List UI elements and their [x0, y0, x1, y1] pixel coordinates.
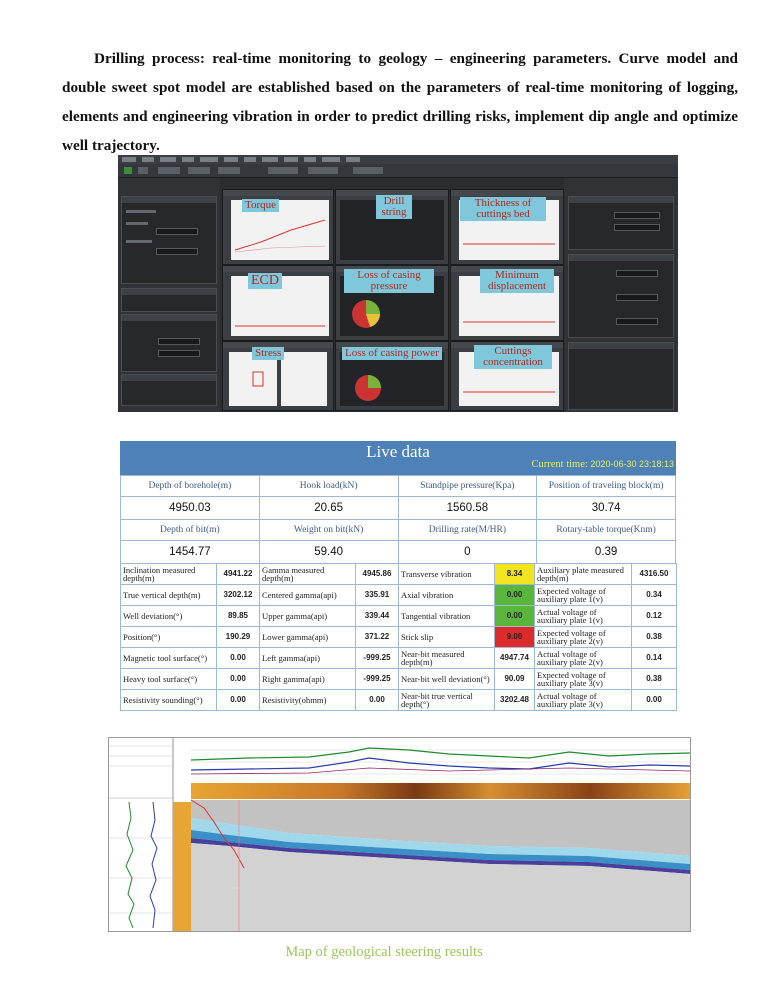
- menu-bar: [118, 155, 678, 164]
- summary-label: Standpipe pressure(Kpa): [398, 476, 537, 497]
- detail-label: Expected voltage of auxiliary plate 2(v): [535, 627, 632, 648]
- detail-label: Lower gamma(api): [260, 627, 356, 648]
- detail-label: Actual voltage of auxiliary plate 2(v): [535, 648, 632, 669]
- detail-label: Resistivity(ohmm): [260, 690, 356, 711]
- detail-label: Actual voltage of auxiliary plate 3(v): [535, 690, 632, 711]
- current-time-label: Current time:: [531, 459, 588, 470]
- geological-steering-map: [108, 737, 691, 932]
- detail-value: 0.38: [632, 627, 677, 648]
- detail-value: 89.85: [217, 606, 260, 627]
- detail-value: 3202.48: [495, 690, 535, 711]
- label-min-displacement: Minimum displacement: [480, 269, 554, 293]
- detail-value: 339.44: [356, 606, 399, 627]
- summary-value: 0: [398, 541, 537, 564]
- detail-value: 190.29: [217, 627, 260, 648]
- detail-label: Expected voltage of auxiliary plate 1(v): [535, 585, 632, 606]
- summary-label: Position of traveling block(m): [537, 476, 676, 497]
- detail-value: -999.25: [356, 648, 399, 669]
- detail-value: 0.00: [217, 690, 260, 711]
- detail-label: True vertical depth(m): [121, 585, 217, 606]
- detail-label: Transverse vibration: [399, 564, 495, 585]
- detail-label: Left gamma(api): [260, 648, 356, 669]
- detail-label: Near-bit true vertical depth(°): [399, 690, 495, 711]
- detail-row: [121, 564, 677, 585]
- geo-map-graphic: [109, 738, 690, 931]
- current-time: [532, 459, 674, 470]
- detail-label: Resistivity sounding(°): [121, 690, 217, 711]
- detail-value: 0.00: [217, 648, 260, 669]
- detail-label: Axial vibration: [399, 585, 495, 606]
- detail-value: 90.09: [495, 669, 535, 690]
- detail-label: Near-bit well deviation(°): [399, 669, 495, 690]
- live-data-header: [120, 441, 676, 475]
- detail-value: 0.14: [632, 648, 677, 669]
- label-torque: Torque: [242, 199, 279, 212]
- detail-row: [121, 585, 677, 606]
- summary-label: Drilling rate(M/HR): [398, 520, 537, 541]
- detail-label: Inclination measured depth(m): [121, 564, 217, 585]
- detail-label: Near-bit measured depth(m): [399, 648, 495, 669]
- summary-label: Depth of borehole(m): [121, 476, 260, 497]
- detail-value: 0.38: [632, 669, 677, 690]
- detail-row: [121, 648, 677, 669]
- label-casing-pressure: Loss of casing pressure: [344, 269, 434, 293]
- detail-label: Centered gamma(api): [260, 585, 356, 606]
- label-drill-string: Drill string: [376, 195, 412, 219]
- detail-label: Expected voltage of auxiliary plate 3(v): [535, 669, 632, 690]
- summary-label: Depth of bit(m): [121, 520, 260, 541]
- detail-value: 0.00: [356, 690, 399, 711]
- detail-value: 0.00: [632, 690, 677, 711]
- detail-label: Actual voltage of auxiliary plate 1(v): [535, 606, 632, 627]
- summary-label: Hook load(kN): [259, 476, 398, 497]
- current-time-value: 2020-06-30 23:18:13: [590, 459, 674, 469]
- detail-row: [121, 669, 677, 690]
- detail-value: 0.00: [495, 585, 535, 606]
- detail-label: Well deviation(°): [121, 606, 217, 627]
- detail-value: 0.34: [632, 585, 677, 606]
- detail-value: 0.00: [495, 606, 535, 627]
- detail-label: Tangential vibration: [399, 606, 495, 627]
- detail-label: Auxiliary plate measured depth(m): [535, 564, 632, 585]
- detail-row: [121, 627, 677, 648]
- detail-value: 335.91: [356, 585, 399, 606]
- live-data-table: [120, 441, 676, 717]
- detail-value: 0.12: [632, 606, 677, 627]
- summary-label: Rotary-table torque(Knm): [537, 520, 676, 541]
- detail-value: 3202.12: [217, 585, 260, 606]
- detail-table: [120, 563, 677, 711]
- detail-value: -999.25: [356, 669, 399, 690]
- label-cuttings-bed: Thickness of cuttings bed: [460, 197, 546, 221]
- detail-label: Magnetic tool surface(°): [121, 648, 217, 669]
- label-ecd: ECD: [248, 273, 282, 289]
- summary-value: 30.74: [537, 497, 676, 520]
- summary-value: 0.39: [537, 541, 676, 564]
- intro-text: Drilling process: real-time monitoring to geology – engineering parameters. Curve model and double sweet spot model are established based on the parameters of real-time monitoring of logging, elements and engineering vibration in order to predict drilling risks, implement dip angle and optimize well trajectory.: [62, 50, 738, 154]
- detail-label: Upper gamma(api): [260, 606, 356, 627]
- label-casing-power: Loss of casing power: [342, 347, 442, 360]
- detail-row: [121, 606, 677, 627]
- right-settings-panel: [564, 178, 678, 412]
- summary-label: Weight on bit(kN): [259, 520, 398, 541]
- summary-value: 59.40: [259, 541, 398, 564]
- detail-value: 4945.86: [356, 564, 399, 585]
- geo-map-caption: Map of geological steering results: [285, 944, 483, 960]
- detail-value: 4947.74: [495, 648, 535, 669]
- detail-value: 0.00: [217, 669, 260, 690]
- toolbar: [118, 164, 678, 178]
- label-cuttings-concentration: Cuttings concentration: [474, 345, 552, 369]
- detail-value: 8.34: [495, 564, 535, 585]
- summary-value: 1560.58: [398, 497, 537, 520]
- detail-value: 4316.50: [632, 564, 677, 585]
- summary-value: 1454.77: [121, 541, 260, 564]
- detail-value: 9.00: [495, 627, 535, 648]
- label-stress: Stress: [252, 347, 284, 360]
- detail-label: Stick slip: [399, 627, 495, 648]
- live-data-title: Live data: [366, 442, 430, 461]
- summary-value: 20.65: [259, 497, 398, 520]
- summary-value: 4950.03: [121, 497, 260, 520]
- detail-label: Right gamma(api): [260, 669, 356, 690]
- monitoring-software-screenshot: [118, 155, 678, 412]
- detail-value: 4941.22: [217, 564, 260, 585]
- detail-value: 371.22: [356, 627, 399, 648]
- detail-label: Gamma measured depth(m): [260, 564, 356, 585]
- detail-row: [121, 690, 677, 711]
- detail-label: Position(°): [121, 627, 217, 648]
- detail-label: Heavy tool surface(°): [121, 669, 217, 690]
- intro-paragraph: [62, 44, 738, 160]
- summary-table: [120, 475, 676, 564]
- left-settings-panel: [118, 178, 220, 412]
